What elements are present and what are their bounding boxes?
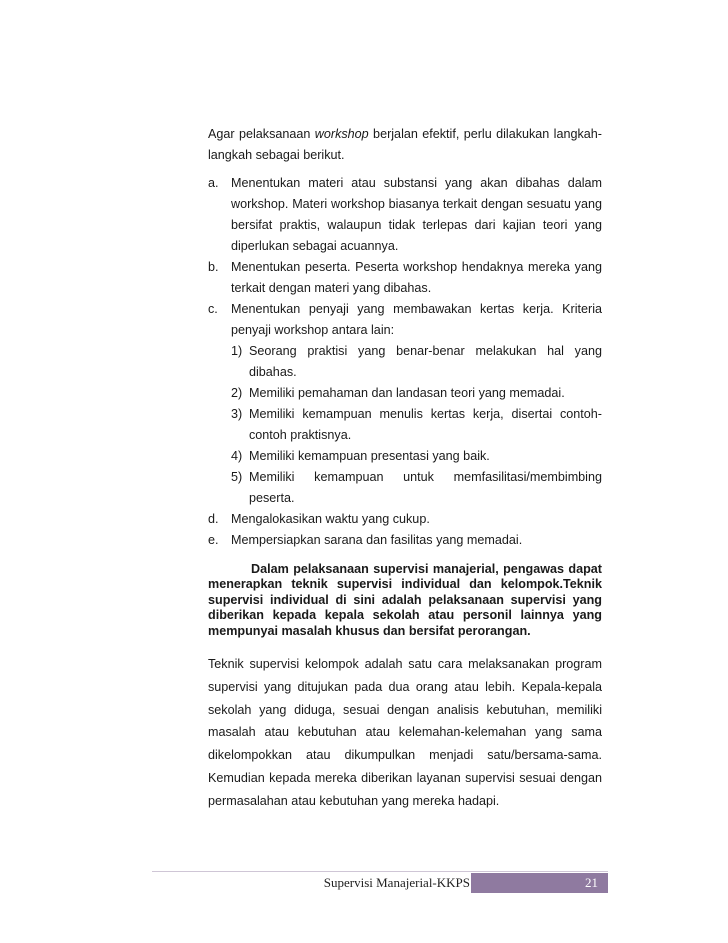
list-item-text: Menentukan penyaji yang membawakan kertas kerja. Kriteria penyaji workshop antara lain:	[231, 302, 602, 337]
sublist-item-text: Memiliki pemahaman dan landasan teori yang memadai.	[249, 386, 565, 400]
list-marker: a.	[208, 176, 219, 190]
footer-page-box	[471, 873, 608, 893]
intro-italic-term: workshop	[314, 127, 369, 141]
sublist-marker: 1)	[231, 344, 243, 358]
list-item	[208, 530, 602, 551]
list-item	[208, 509, 602, 530]
sublist-item	[231, 404, 602, 446]
list-item-text: Mempersiapkan sarana dan fasilitas yang memadai.	[231, 533, 523, 547]
sublist-item-text: Memiliki kemampuan presentasi yang baik.	[249, 449, 490, 463]
list-item	[208, 257, 602, 299]
intro-text-start: Agar pelaksanaan	[208, 127, 315, 141]
page-number: 21	[585, 875, 598, 890]
sublist-marker: 5)	[231, 470, 243, 484]
sublist-item	[231, 446, 602, 467]
list-item	[208, 173, 602, 257]
intro-paragraph	[208, 124, 602, 166]
steps-list	[208, 173, 602, 551]
footer-title: Supervisi Manajerial-KKPS	[323, 875, 470, 890]
sublist-item	[231, 341, 602, 383]
sublist-item-text: Memiliki kemampuan untuk memfasilitasi/membimbing peserta.	[249, 470, 602, 505]
intro-text-end: berjalan efektif, perlu dilakukan langkah-langkah sebagai berikut.	[208, 127, 602, 162]
list-item-text: Menentukan peserta. Peserta workshop hendaknya mereka yang terkait dengan materi yang dibahas.	[231, 260, 602, 295]
sublist-item-text: Seorang praktisi yang benar-benar melakukan hal yang dibahas.	[249, 344, 602, 379]
list-marker: c.	[208, 302, 218, 316]
list-item	[208, 299, 602, 341]
sublist-marker: 3)	[231, 407, 243, 421]
sublist-item	[231, 467, 602, 509]
closing-paragraph: Teknik supervisi kelompok adalah satu cara melaksanakan program supervisi yang ditujukan pada dua orang atau lebih. Kepala-kepala sekolah yang diduga, sesuai dengan analisis kebutuhan, memiliki masalah atau kebutuhan atau kelemahan-kelemahan yang sama dikelompokkan atau dikumpulkan menjadi satu/bersama-sama. Kemudian kepada mereka diberikan layanan supervisi sesuai dengan permasalahan atau kebutuhan yang mereka hadapi.	[208, 657, 602, 808]
sublist-marker: 4)	[231, 449, 243, 463]
list-item-text: Mengalokasikan waktu yang cukup.	[231, 512, 430, 526]
sublist-item-text: Memiliki kemampuan menulis kertas kerja, disertai contoh-contoh praktisnya.	[249, 407, 602, 442]
sublist-item	[231, 383, 602, 404]
bold-paragraph: Dalam pelaksanaan supervisi manajerial, pengawas dapat menerapkan teknik supervisi individual dan kelompok.Teknik supervisi individual di sini adalah pelaksanaan supervisi yang diberikan kepada kepala sekolah atau personil lainnya yang mempunyai masalah khusus dan bersifat perorangan.	[208, 562, 602, 638]
list-marker: b.	[208, 260, 219, 274]
list-marker: d.	[208, 512, 219, 526]
page-body	[208, 124, 602, 813]
sublist-marker: 2)	[231, 386, 243, 400]
list-item-text: Menentukan materi atau substansi yang akan dibahas dalam workshop. Materi workshop biasanya terkait dengan sesuatu yang bersifat praktis, walaupun tidak terlepas dari kajian teori yang diperlukan sebagai acuannya.	[231, 176, 602, 253]
footer-divider	[152, 871, 608, 872]
list-marker: e.	[208, 533, 219, 547]
criteria-sublist	[208, 341, 602, 509]
